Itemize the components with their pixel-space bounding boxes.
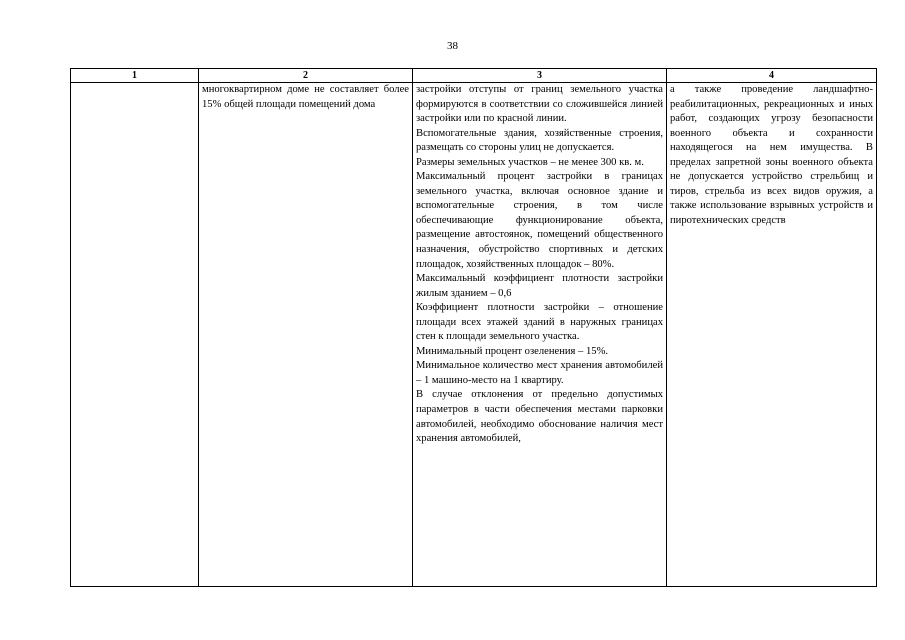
paragraph: Коэффициент плотности застройки – отношение площади всех этажей зданий в наружных границах стен к площади земельного участка. [416,302,663,343]
cell-col-4-text: а также проведение ландшафтно-реабилитационных, рекреационных и иных работ, создающих угрозу безопасности военного объекта и сохранности находящегося на нем имущества. В пределах запретной зоны военного объекта не допускается устройство стрельбищ и тиров, стрельба из всех видов оружия, а также использование взрывных устройств и пиротехнических средств [670,84,873,226]
column-header-1: 1 [71,69,199,83]
column-header-3: 3 [413,69,667,83]
paragraph: Минимальный процент озеленения – 15%. [416,345,609,357]
paragraph: Вспомогательные здания, хозяйственные строения, размещать со стороны улиц не допускается. [416,127,663,154]
paragraph: Размеры земельных участков – не менее 300 кв. м. [416,156,644,168]
paragraph: Максимальный процент застройки в границах земельного участка, включая основное здание и вспомогательные строения, в том числе обеспечивающие функционирование объекта, размещение автостоянок, помещений общественного назначения, обустройство спортивных и детских площадок, хозяйственных площадок – 80%. [416,171,663,270]
cell-col-1 [71,83,199,587]
cell-col-4 [667,83,877,587]
table-header-row [71,69,877,83]
paragraph: застройки отступы от границ земельного участка формируются в соответствии со сложившейся линией застройки или по красной линии. [416,84,663,125]
table-row [71,83,877,587]
cell-col-2-text: многоквартирном доме не составляет более 15% общей площади помещений дома [202,84,409,110]
paragraph: Минимальное количество мест хранения автомобилей – 1 машино-место на 1 квартиру. [416,360,663,386]
paragraph: Максимальный коэффициент плотности застройки жилым зданием – 0,6 [416,273,663,299]
cell-col-3 [413,83,667,587]
paragraph: В случае отклонения от предельно допустимых параметров в части обеспечения местами парковки автомобилей, необходимо обоснование наличия мест хранения автомобилей, [416,389,663,445]
regulations-table [70,68,877,587]
page-number: 38 [447,40,458,52]
column-header-4: 4 [667,69,877,83]
column-header-2: 2 [199,69,413,83]
cell-col-2 [199,83,413,587]
